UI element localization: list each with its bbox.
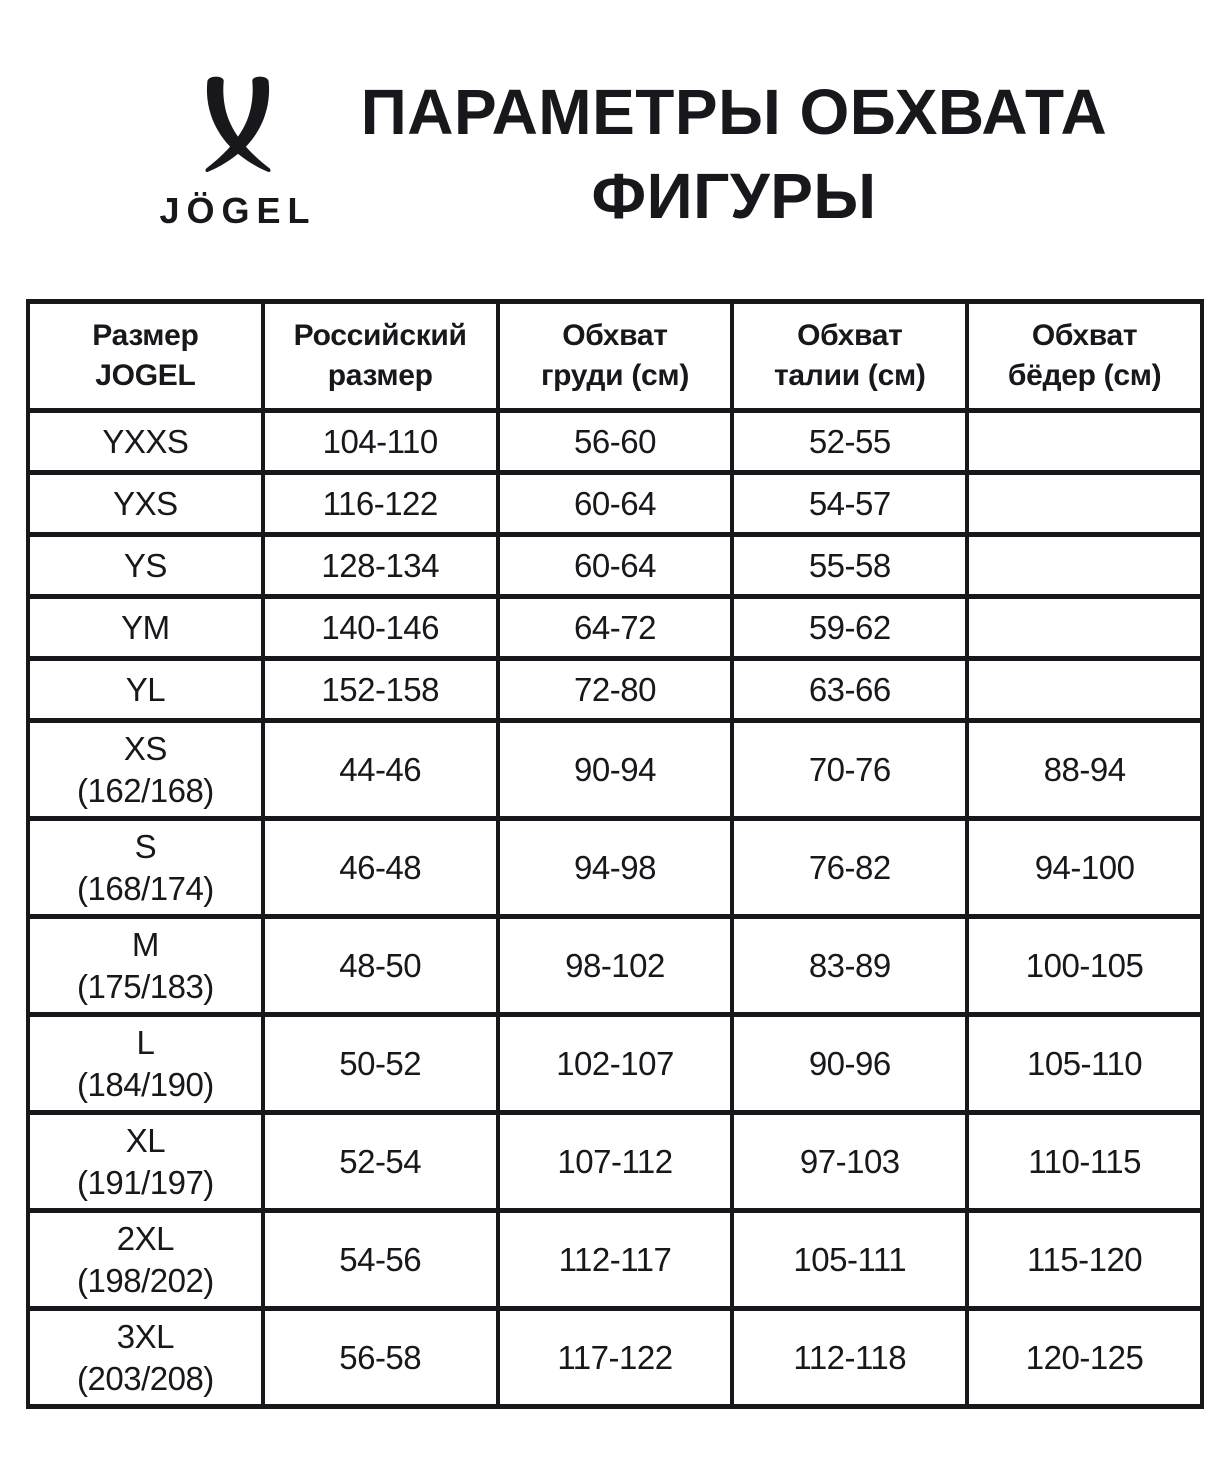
- size-height-range: (198/202): [77, 1261, 214, 1299]
- size-height-range: (203/208): [77, 1359, 214, 1397]
- cell-chest: 112-117: [498, 1211, 733, 1309]
- column-header-size: [28, 302, 263, 411]
- cell-hips: 88-94: [967, 721, 1202, 819]
- table-row-yxxs: [28, 411, 1202, 473]
- size-label: XS: [123, 729, 167, 767]
- cell-waist: 59-62: [732, 597, 967, 659]
- table-row-l: [28, 1015, 1202, 1113]
- size-label: 2XL: [116, 1219, 174, 1257]
- cell-size: [28, 1309, 263, 1407]
- column-header-line2: JOGEL: [95, 359, 196, 392]
- cell-russian: 50-52: [263, 1015, 498, 1113]
- page-title-line2: ФИГУРЫ: [591, 160, 877, 232]
- size-label: L: [136, 1023, 155, 1061]
- size-table-head: [28, 302, 1202, 411]
- cell-chest: 98-102: [498, 917, 733, 1015]
- cell-russian: 44-46: [263, 721, 498, 819]
- cell-hips: 100-105: [967, 917, 1202, 1015]
- cell-russian: 128-134: [263, 535, 498, 597]
- cell-chest: 94-98: [498, 819, 733, 917]
- column-header-line2: талии (см): [774, 359, 926, 392]
- column-header-hips: [967, 302, 1202, 411]
- cell-chest: 60-64: [498, 473, 733, 535]
- cell-size: [28, 917, 263, 1015]
- cell-size: [28, 1015, 263, 1113]
- cell-size: [28, 473, 263, 535]
- size-label: S: [134, 827, 157, 865]
- column-header-line1: Российский: [293, 319, 467, 352]
- table-row-ys: [28, 535, 1202, 597]
- cell-russian: 52-54: [263, 1113, 498, 1211]
- cell-waist: 90-96: [732, 1015, 967, 1113]
- cell-hips: [967, 597, 1202, 659]
- cell-waist: 112-118: [732, 1309, 967, 1407]
- cell-russian: 56-58: [263, 1309, 498, 1407]
- cell-size: [28, 1113, 263, 1211]
- cell-hips: [967, 659, 1202, 721]
- cell-chest: 117-122: [498, 1309, 733, 1407]
- cell-size: [28, 535, 263, 597]
- size-table: [26, 299, 1204, 1409]
- cell-chest: 72-80: [498, 659, 733, 721]
- cell-waist: 97-103: [732, 1113, 967, 1211]
- cell-size: [28, 819, 263, 917]
- cell-size: [28, 597, 263, 659]
- cell-waist: 63-66: [732, 659, 967, 721]
- cell-waist: 83-89: [732, 917, 967, 1015]
- column-header-line1: Размер: [92, 319, 199, 352]
- cell-chest: 90-94: [498, 721, 733, 819]
- column-header-waist: [732, 302, 967, 411]
- cell-waist: 55-58: [732, 535, 967, 597]
- table-row-2xl: [28, 1211, 1202, 1309]
- column-header-line1: Обхват: [797, 319, 903, 352]
- size-table-body: [28, 411, 1202, 1407]
- table-row-yxs: [28, 473, 1202, 535]
- cell-russian: 152-158: [263, 659, 498, 721]
- size-label: YL: [125, 670, 166, 708]
- cell-waist: 76-82: [732, 819, 967, 917]
- cell-russian: 46-48: [263, 819, 498, 917]
- size-label: YXS: [113, 484, 178, 522]
- cell-chest: 60-64: [498, 535, 733, 597]
- cell-waist: 54-57: [732, 473, 967, 535]
- cell-size: [28, 659, 263, 721]
- page-title: [238, 70, 1230, 238]
- size-label: XL: [125, 1121, 166, 1159]
- column-header-chest: [498, 302, 733, 411]
- size-label: YXXS: [102, 422, 189, 460]
- size-height-range: (168/174): [77, 869, 214, 907]
- table-row-yl: [28, 659, 1202, 721]
- cell-size: [28, 1211, 263, 1309]
- cell-chest: 56-60: [498, 411, 733, 473]
- size-height-range: (184/190): [77, 1065, 214, 1103]
- cell-hips: 94-100: [967, 819, 1202, 917]
- cell-hips: 105-110: [967, 1015, 1202, 1113]
- cell-hips: [967, 411, 1202, 473]
- cell-chest: 102-107: [498, 1015, 733, 1113]
- cell-chest: 64-72: [498, 597, 733, 659]
- cell-chest: 107-112: [498, 1113, 733, 1211]
- cell-russian: 104-110: [263, 411, 498, 473]
- cell-russian: 116-122: [263, 473, 498, 535]
- column-header-line2: груди (см): [540, 359, 690, 392]
- column-header-line2: размер: [327, 359, 433, 392]
- column-header-russian: [263, 302, 498, 411]
- table-row-3xl: [28, 1309, 1202, 1407]
- cell-waist: 105-111: [732, 1211, 967, 1309]
- cell-size: [28, 721, 263, 819]
- size-height-range: (175/183): [77, 967, 214, 1005]
- size-label: 3XL: [116, 1317, 174, 1355]
- table-row-ym: [28, 597, 1202, 659]
- cell-russian: 48-50: [263, 917, 498, 1015]
- column-header-line1: Обхват: [562, 319, 668, 352]
- table-row-xs: [28, 721, 1202, 819]
- size-height-range: (191/197): [77, 1163, 214, 1201]
- page-title-line1: ПАРАМЕТРЫ ОБХВАТА: [360, 76, 1108, 148]
- cell-waist: 70-76: [732, 721, 967, 819]
- cell-hips: 110-115: [967, 1113, 1202, 1211]
- cell-russian: 54-56: [263, 1211, 498, 1309]
- cell-hips: 120-125: [967, 1309, 1202, 1407]
- table-row-s: [28, 819, 1202, 917]
- table-row-m: [28, 917, 1202, 1015]
- cell-russian: 140-146: [263, 597, 498, 659]
- column-header-line2: бёдер (см): [1007, 359, 1162, 392]
- cell-size: [28, 411, 263, 473]
- size-label: M: [131, 925, 159, 963]
- size-label: YM: [121, 608, 170, 646]
- cell-hips: [967, 535, 1202, 597]
- size-table-header-row: [28, 302, 1202, 411]
- cell-hips: [967, 473, 1202, 535]
- jogel-logo-wordmark: JÖGEL: [159, 190, 317, 231]
- column-header-line1: Обхват: [1031, 319, 1138, 352]
- cell-waist: 52-55: [732, 411, 967, 473]
- table-row-xl: [28, 1113, 1202, 1211]
- cell-hips: 115-120: [967, 1211, 1202, 1309]
- size-height-range: (162/168): [77, 771, 214, 809]
- size-label: YS: [123, 546, 167, 584]
